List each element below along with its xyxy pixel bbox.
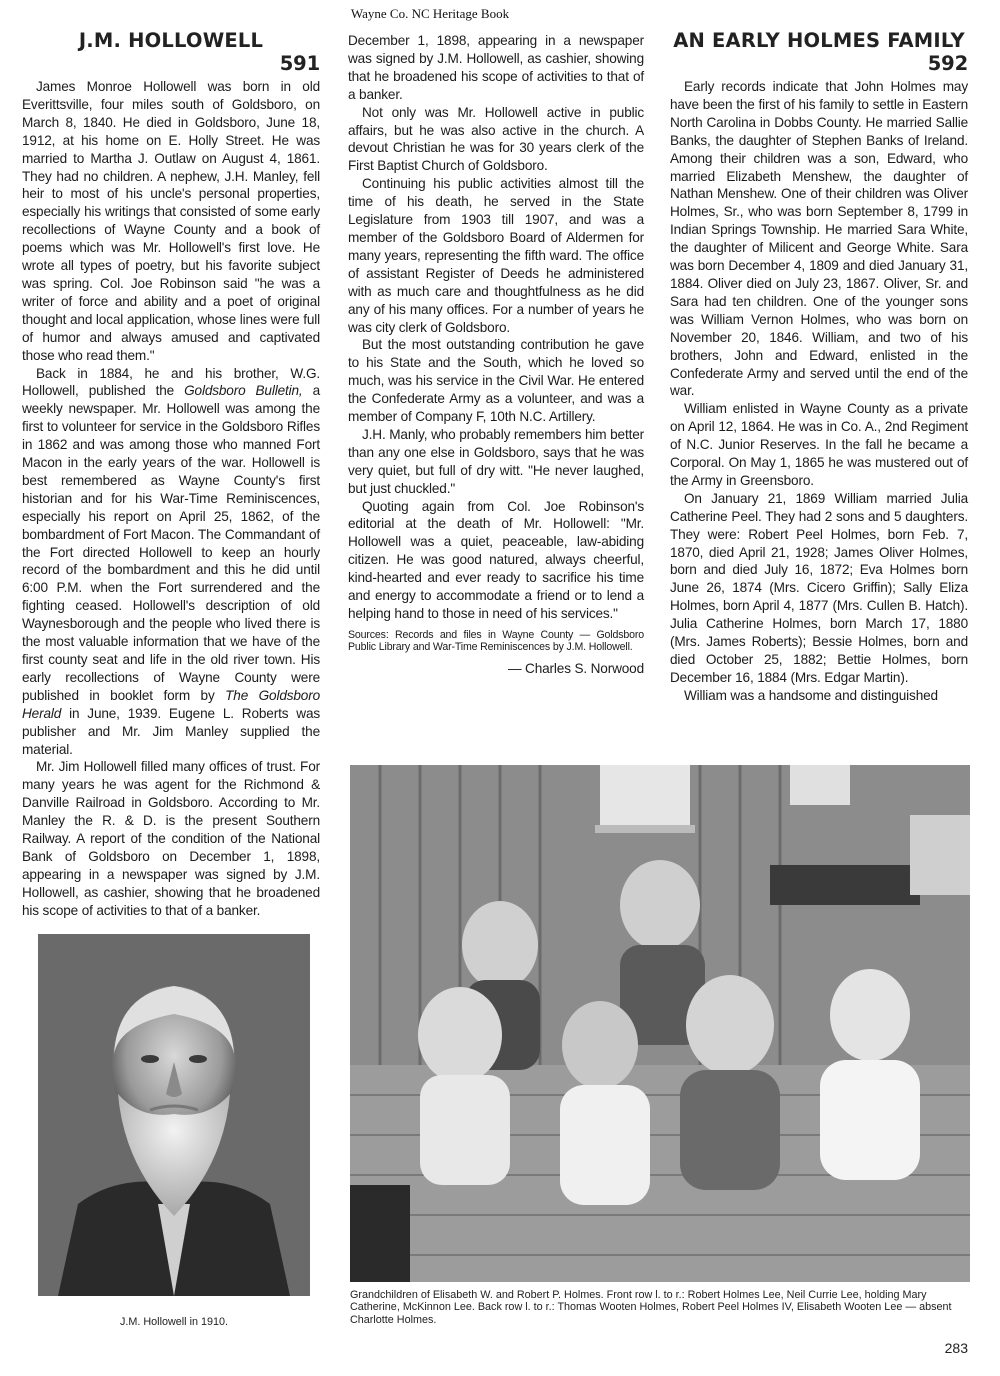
- article-592-paragraph-1: Early records indicate that John Holmes may have been the first of his family to settle in Eastern North Carolina in Dobbs County. He married Sallie Banks, the daughter of Stephen Banks of Ireland. Among their children was a son, Edward, who married Elizabeth Menshew, the daughter of Nathan Menshew. One of their children was Oliver Holmes, Sr., who was born September 8, 1799 in Indian Springs Township. He married Sara White, the daughter of Milicent and George White. Sara was born December 4, 1809 and died January 31, 1884. Oliver died on July 23, 1867. Oliver, Sr. and Sara had ten children. One of the younger sons was William Vernon Holmes, who was born on November 20, 1846. William, and two of his brothers, John and Edward, enlisted in the Confederate Army and served until the end of the war.: [670, 79, 968, 399]
- article-591-paragraph-3-continued: December 1, 1898, appearing in a newspaper was signed by J.M. Hollowell, as cashier, showing that he broadened his scope of activities to that of a banker.: [348, 33, 644, 102]
- article-592-paragraph-2: William enlisted in Wayne County as a private on April 12, 1864. He was in Co. A., 2nd Regiment of N.C. Junior Reserves. In the fall he became a Corporal. On May 1, 1865 he was mustered out of the Army in Greensboro.: [670, 401, 968, 488]
- source-header: Wayne Co. NC Heritage Book: [350, 6, 510, 21]
- article-591-paragraph-4: Not only was Mr. Hollowell active in public affairs, but he was also active in the church. A devout Christian he was for 30 years clerk of the First Baptist Church of Goldsboro.: [348, 104, 644, 174]
- article-592-title: AN EARLY HOLMES FAMILY: [673, 29, 965, 52]
- article-591-paragraph-7: J.H. Manly, who probably remembers him better than any one else in Goldsboro, says that he was very quiet, but full of dry witt. "He never laughed, but just chuckled.": [348, 426, 644, 496]
- sources-note: Sources: Records and files in Wayne County — Goldsboro Public Library and War-Time Reminiscences by J.M. Hollowell.: [348, 628, 644, 654]
- group-photo-caption: Grandchildren of Elisabeth W. and Robert P. Holmes. Front row l. to r.: Robert Holmes Lee, Neil Currie Lee, holding Mary Catherine, McKinnon Lee. Back row l. to r.: Thomas Wooten Holmes, Robert Peel Holmes IV, Elisabeth Wooten Lee — absent Charlotte Holmes.: [350, 1289, 952, 1326]
- page-number: 283: [944, 1340, 968, 1356]
- column-1: [22, 29, 320, 918]
- author-signature: — Charles S. Norwood: [507, 660, 644, 676]
- portrait-caption: J.M. Hollowell in 1910.: [119, 1316, 229, 1328]
- column-2: [348, 32, 644, 678]
- portrait-illustration: [38, 934, 310, 1296]
- group-photo: [350, 765, 970, 1282]
- article-591-paragraph-6: But the most outstanding contribution he gave to his State and the South, which he loved so much, was his service in the Civil War. He entered the Confederate Army as a volunteer, and was a member of Company F, 10th N.C. Artillery.: [348, 337, 644, 425]
- article-591-paragraph-8: Quoting again from Col. Joe Robinson's editorial at the death of Mr. Hollowell: "Mr. Hollowell was a quiet, peaceable, law-abiding citizen. He was good natured, always cheerful, kind-hearted and ever ready to sacrifice his time and energy to accommodate a friend or to lend a helping hand to those in need of his services.": [348, 498, 644, 621]
- article-591-number: 591: [279, 52, 320, 75]
- article-591-paragraph-3: Mr. Jim Hollowell filled many offices of trust. For many years he was agent for the Richmond & Danville Railroad in Goldsboro. According to Mr. Manley the R. & D. is the present Southern Railway. A report of the condition of the National Bank of Goldsboro on December 1, 1898, appearing in a newspaper was signed by J.M. Hollowell, as cashier, showing that he broadened his scope of activities to that of a banker.: [22, 759, 320, 918]
- article-592-paragraph-4: William was a handsome and distinguished: [684, 687, 938, 703]
- group-photo-illustration: [350, 765, 970, 1282]
- article-591-paragraph-5: Continuing his public activities almost till the time of his death, he served in the State Legislature from 1903 till 1907, and was a member of the Goldsboro Board of Aldermen for many years, representing the fifth ward. The office of assistant Register of Deeds he administered with as much care and thoughtfulness as he did any of his many offices. For a number of years he was city clerk of Goldsboro.: [348, 176, 644, 335]
- article-591-title: J.M. HOLLOWELL: [78, 29, 264, 52]
- article-591-paragraph-2: Back in 1884, he and his brother, W.G. Hollowell, published the Goldsboro Bulletin, a weekly newspaper. Mr. Hollowell was among the first to volunteer for service in the Goldsboro Rifles in 1862 and was among those who manned Fort Macon in the early years of the war. Hollowell is best remembered as Wayne County's first historian and for his War-Time Reminiscences, especially his report on April 25, 1862, of the bombardment of Fort Macon. The Commandant of the Fort directed Hollowell to keep an hourly record of the bombardment and this he did until 6:00 P.M. when the Fort surrendered and the fighting ceased. Hollowell's description of old Waynesborough and the people who lived there is the most valuable information that we have of the first county seat and life in the old river town. His early recollections of Wayne County were published in booklet form by The Goldsboro Herald in June, 1939. Eugene L. Roberts was publisher and Mr. Jim Manley supplied the material.: [22, 365, 320, 757]
- article-592-number: 592: [927, 52, 968, 75]
- newspaper-title: The Goldsboro Herald: [22, 687, 320, 721]
- portrait-oval: [38, 934, 310, 1296]
- column-3: [670, 30, 968, 705]
- article-592-paragraph-3: On January 21, 1869 William married Julia Catherine Peel. They had 2 sons and 5 daughters. They were: Robert Peel Holmes, born Feb. 7, 1870, died April 21, 1928; James Oliver Holmes, born and died July 16, 1872; Eva Holmes born June 26, 1874 (Mrs. Cicero Griffin); Sally Eliza Holmes, born April 4, 1877 (Mrs. Cullen B. Hatch). Julia Catherine Holmes, born March 17, 1880 (Mrs. James Roberts); Bessie Holmes, born and died October 25, 1882; Bettie Holmes, born December 16, 1884 (Mrs. Edgar Martin).: [670, 490, 968, 685]
- newspaper-title: Goldsboro Bulletin,: [184, 383, 303, 399]
- article-591-paragraph-1: James Monroe Hollowell was born in old Everittsville, four miles south of Goldsboro, on March 8, 1840. He died in Goldsboro, June 18, 1912, at his home on E. Holly Street. He was married to Martha J. Outlaw on August 4, 1861. They had no children. A nephew, J.H. Manley, fell heir to most of his uncle's personal properties, especially his writings that consisted of some early recollections of Wayne County and a book of poems which was Mr. Hollowell's first love. He wrote all types of poetry, but his favorite subject was spring. Col. Joe Robinson said "he was a writer of force and ability and a poet of original thought and local application, whose lines were full of humor and always amused and captivated those who read them.": [22, 79, 320, 363]
- portrait-photo: [28, 928, 320, 1304]
